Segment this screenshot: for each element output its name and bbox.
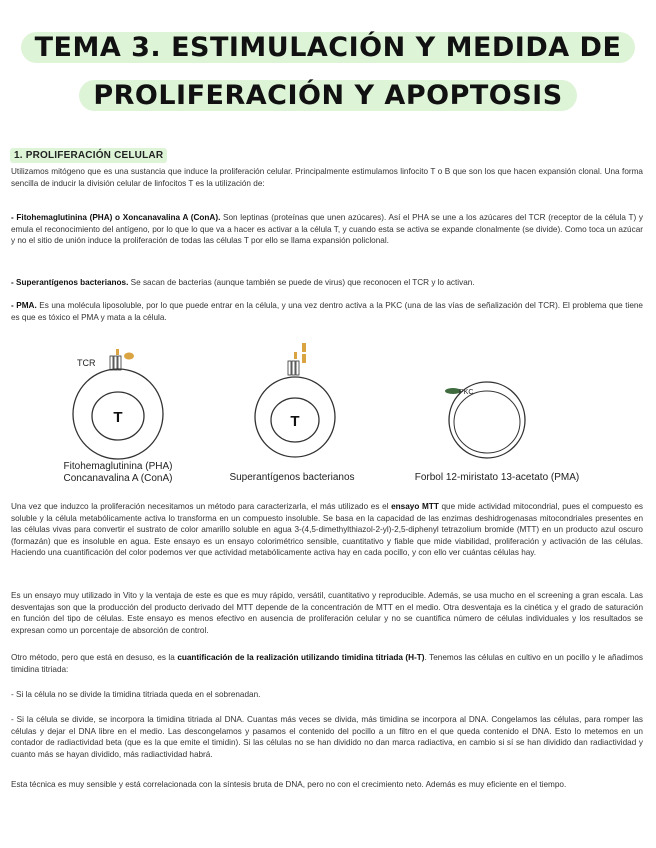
superantigenos-term: - Superantígenos bacterianos. [11, 278, 129, 287]
no-divide-paragraph: - Si la célula no se divide la timidina titriada queda en el sobrenadan. [11, 690, 261, 699]
pha-caption-line1: Fitohemaglutinina (PHA) [63, 461, 173, 472]
thymidine-term: cuantificación de la realización utilizando timidina titriada (H-T) [177, 653, 425, 662]
thymidine-paragraph: Otro método, pero que está en desuso, es la cuantificación de la realización utilizando timidina titriada (H-T). Tenemos las células en cultivo en un pocillo y le añadimos timidina titriada: [11, 653, 643, 674]
lectin-sugar-icon [116, 349, 119, 355]
fitohemaglutinina-paragraph [11, 212, 643, 247]
superantigenos-text: Se sacan de bacterias (aunque también se puede de virus) que reconocen el TCR y lo activan. [128, 278, 475, 287]
intro-paragraph: Utilizamos mitógeno que es una sustancia que induce la proliferación celular. Principalmente estimulamos linfocito T o B que son los que hacen expansión clonal. Una forma sencilla de inducir la división celular de linfocitos T es la utilización de: [11, 167, 643, 188]
pma-paragraph [11, 300, 643, 323]
superantigenos-paragraph [11, 277, 643, 289]
fitohemaglutinina-text: Son leptinas (proteínas que unen azúcares). Así el PHA se une a los azúcares del TCR (receptor de la célula T) y emula el reconocimiento del antígeno, por lo que lo que va a hacer es activar a la célula T, y cuando esta se activa se expande clonalmente (se divide). Como toca un azúcar y no el sitio de unión induce la proliferación de todas las células T por ello se llama expansión policlonal. [11, 213, 643, 246]
divide-paragraph: - Si la célula se divide, se incorpora la timidina titriada al DNA. Cuantas más veces se divida, más timidina se incorpora al DNA. Congelamos las células, para romper las células y dejar el DNA libre en el medio. Las descongelamos y pasamos el contenido del pocillo a un filtro en el que queda contenido el DNA. Esto lo metemos en un contador de radiactividad beta (que es la que emite el timidin). Si las células no se han dividido no dan marca radiactiva, en cambio si sí se han dividido dan radiactividad y cuanto más se hayan dividido, más radiactividad habrá. [11, 715, 643, 759]
fitohemaglutinina-term: - Fitohemaglutinina (PHA) o Xoncanavalina A (ConA). [11, 213, 221, 222]
title-line-2: PROLIFERACIÓN Y APOPTOSIS [0, 80, 656, 111]
pma-caption: Forbol 12-miristato 13-acetato (PMA) [414, 472, 580, 483]
pma-cell [415, 382, 580, 483]
mtt-term: ensayo MTT [391, 502, 439, 511]
tcr-receptor-icon [110, 356, 121, 370]
superantigen-cell-letter: T [290, 413, 300, 430]
section-heading: 1. PROLIFERACIÓN CELULAR [10, 148, 167, 163]
pma-term: - PMA. [11, 301, 37, 310]
pha-cell-letter: T [113, 409, 123, 426]
pha-lectin-icon [124, 353, 134, 360]
tcr-label: TCR [77, 358, 96, 368]
superantigen-icon [294, 352, 297, 359]
mtt-paragraph: Una vez que induzco la proliferación necesitamos un método para caracterizarla, el más utilizado es el ensayo MTT que mide actividad mitocondrial, pues el compuesto es soluble y la célula metabólicamente activa lo transforma en un compuesto insoluble. Se basa en la capacidad de las enzimas deshidrogenasas mitocondriales presentes en las células vivas para convertir el sustrato de color amarillo soluble en agua 3-(4,5-dimethylthiazol-2-yl)-2,5-diphenyl tetrazolium bromide (MTT) en un producto azul oscuro (formazán) que es insoluble en agua. Este ensayo es un ensayo colorimétrico sensible, cuantitativo y fiable que mide viabilidad, proliferación y activación de las células. Haciendo una cuantificación del color podemos ver que actividad metabólicamente activa hay en cada pocillo, y con ello ver cuántas células hay. [11, 502, 643, 558]
pha-caption-line2: Concanavalina A (ConA) [63, 473, 173, 484]
superantigen-caption: Superantígenos bacterianos [229, 472, 355, 483]
pkc-label: PKC [459, 389, 474, 396]
title-line-1: TEMA 3. ESTIMULACIÓN Y MEDIDA DE [0, 32, 656, 63]
pma-text: Es una molécula liposoluble, por lo que puede entrar en la célula, y una vez dentro activa a la PKC (una de las vías de señalización del TCR). El problema que tiene es que es tóxico el PMA y mata a la célula. [11, 301, 643, 322]
superantigen-icon [302, 354, 306, 363]
superantigen-cell [229, 343, 354, 483]
pha-cell [64, 349, 173, 484]
closing-paragraph: Esta técnica es muy sensible y está correlacionada con la síntesis bruta de DNA, pero no con el crecimiento neto. Además es muy eficiente en el tiempo. [11, 780, 567, 789]
tcr-receptor-icon [288, 361, 299, 375]
mtt-advantages-paragraph: Es un ensayo muy utilizado in Vito y la ventaja de este es que es muy rápido, versátil, cuantitativo y reproducible. Además, se usa mucho en el screening a gran escala. Las desventajas son que la producción del producto derivado del MTT depende de la concentración de MTT en el medio. Otra desventaja es la cinética y el grado de saturación en función del tipo de células. Este ensayo es menos efectivo en ausencia de proliferación celular y no se cuantifica número de células individuales y los resultados se expresan como un porcentaje de absorción de control. [11, 591, 643, 635]
superantigen-icon [302, 343, 306, 352]
mitogen-figure [0, 336, 656, 496]
